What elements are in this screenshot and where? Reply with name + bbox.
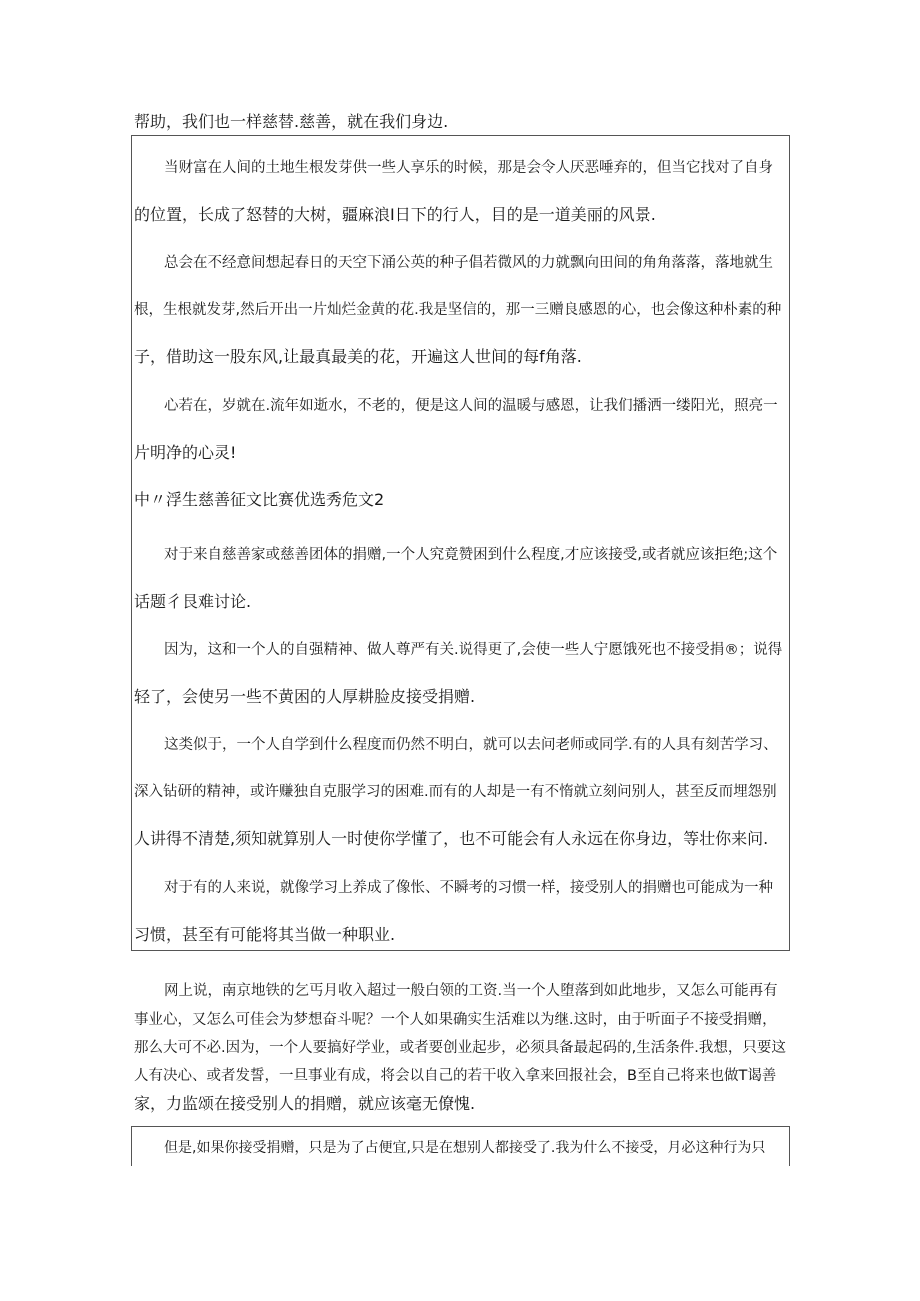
box2-line-1: 但是,如果你接受捐赠，只是为了占便宜,只是在想别人都接受了.我为什么不接受，月必这种行为只 <box>164 1140 766 1156</box>
box1-line-5: 子，借助这一股东风,让最真最美的花，开遍这人世间的每f角落. <box>134 347 582 366</box>
box1-line-7: 片明净的心灵! <box>134 443 237 462</box>
box1-line-3: 总会在不经意间想起春日的天空下涌公英的种子倡若微风的力就飘向田间的角角落落，落地就生 <box>164 255 773 271</box>
box1-line-9: 对于来自慈善家或慈善团体的捐赠,一个人究竟赞困到什么程度,才应该接受,或者就应该拒绝;这个 <box>164 547 778 563</box>
box1-line-6: 心若在，岁就在.流年如逝水，不老的，便是这人间的温暖与感恩，让我们播洒一缕阳光，照亮一 <box>164 398 778 414</box>
box1-line-14: 深入钻研的精神，或许赚独自克服学习的困难.而有的人却是一有不惰就立刻问别人，甚至反而埋怨别 <box>134 784 777 800</box>
box1-line-10: 话题彳艮难讨论. <box>134 592 252 611</box>
box1-line-13: 这类似于，一个人自学到什么程度而仍然不明白，就可以去问老师或同学.有的人具有刻苦学习、 <box>164 737 778 753</box>
box1-line-17: 习惯，甚至有可能将其当做一种职业. <box>134 925 396 944</box>
middle-line-2: 事业心，又怎么可佳会为梦想奋斗呢？一个人如果确实生活难以为继.这时，由于听面子不接受捐赠， <box>134 1012 777 1028</box>
middle-line-1: 网上说，南京地铁的乞丐月收入超过一般白领的工资.当一个人堕落到如此地步，又怎么可能再有 <box>164 983 778 999</box>
box1-line-11: 因为，这和一个人的自强精神、做人尊严有关.说得更了,会使一些人宁愿饿死也不接受捐®；说得 <box>164 642 783 658</box>
box1-line-1: 当财富在人间的土地生根发芽供一些人享乐的时候，那是会令人厌恶唾弃的，但当它找对了自身 <box>164 160 773 176</box>
box1-line-16: 对于有的人来说，就像学习上养成了像怅、不瞬考的习惯一样，接受别人的捐赠也可能成为一种 <box>164 880 773 896</box>
box1-line-15: 人讲得不清楚,须知就算别人一时使你学懂了，也不可能会有人永远在你身边，等壮你来问. <box>134 829 769 848</box>
section-heading: 中〃浮生慈善征文比赛优选秀危文2 <box>134 490 385 509</box>
box1-line-4: 根，生根就发芽,然后开出一片灿烂金黄的花.我是坚信的，那一三赠良感恩的心，也会像这种朴素的种 <box>134 302 782 318</box>
middle-line-5: 家，力监颂在接受别人的捐赠，就应该毫无僚愧. <box>134 1094 476 1113</box>
box1-line-2: 的位置，长成了怒替的大树，疆麻浪I日下的行人，目的是一道美丽的风景. <box>134 205 656 224</box>
middle-line-3: 那么大可不必.因为，一个人要搞好学业，或者要创业起步，必须具备最起码的,生活条件.我想，只要这 <box>134 1040 786 1056</box>
middle-line-4: 人有决心、或者发誓，一旦事业有成，将会以自己的若干收入拿来回报社会，B至自己将来也做T谒善 <box>134 1068 777 1084</box>
box1-line-12: 轻了，会使另一些不黄困的人厚耕脸皮接受捐赠. <box>134 687 476 706</box>
intro-line: 帮助，我们也一样慈替.慈善，就在我们身边. <box>134 112 449 131</box>
